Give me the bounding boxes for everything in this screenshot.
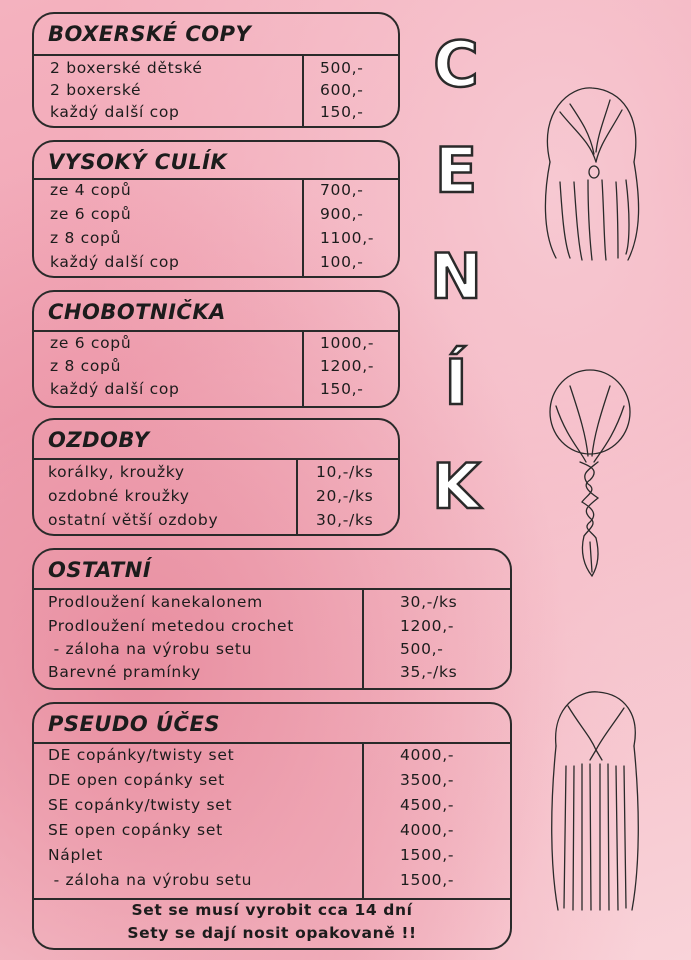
price-value: 30,-/ks [400,593,458,611]
divider [34,458,398,460]
price-label: každý další cop [50,103,180,121]
title-letter: K [431,450,481,523]
title-letter: E [434,134,478,207]
price-value: 4500,- [400,796,455,814]
price-value: 150,- [320,103,364,121]
section-vysoky-culik [32,140,400,278]
title-letter: Í [444,346,468,419]
section-title: OZDOBY [48,428,150,452]
price-value: 700,- [320,181,364,199]
price-value: 1000,- [320,334,375,352]
price-label: každý další cop [50,253,180,271]
section-title: CHOBOTNIČKA [48,300,226,324]
price-value: 600,- [320,81,364,99]
hairstyle-half-up-illustration [530,82,650,264]
price-label: ozdobné kroužky [48,487,190,505]
price-label: DE open copánky set [48,771,225,789]
price-label: korálky, kroužky [48,463,185,481]
footnote: Set se musí vyrobit cca 14 dní [131,901,413,919]
price-value: 1500,- [400,871,455,889]
price-value: 100,- [320,253,364,271]
price-label: Náplet [48,846,104,864]
price-value: 1200,- [400,617,455,635]
price-value: 1100,- [320,229,375,247]
price-label: 2 boxerské [50,81,142,99]
section-title: BOXERSKÉ COPY [48,22,252,46]
price-value: 1500,- [400,846,455,864]
price-value: 4000,- [400,746,455,764]
section-title: VYSOKÝ CULÍK [48,150,228,174]
price-label: ze 6 copů [50,334,132,352]
price-label: SE open copánky set [48,821,223,839]
section-boxerske-copy [32,12,400,128]
section-ostatni [32,548,512,690]
price-label: DE copánky/twisty set [48,746,235,764]
price-label: 2 boxerské dětské [50,59,203,77]
price-label: Barevné pramínky [48,663,201,681]
hairstyle-long-hair-illustration [540,686,650,916]
divider [362,742,364,898]
price-value: 150,- [320,380,364,398]
divider [296,458,298,534]
divider [34,742,510,744]
price-value: 500,- [320,59,364,77]
divider [302,54,304,126]
section-chobotnicka [32,290,400,408]
section-title: PSEUDO ÚČES [48,712,220,736]
price-label: - záloha na výrobu setu [48,640,253,658]
footnote: Sety se dají nosit opakovaně !! [127,924,417,942]
price-label: Prodloužení kanekalonem [48,593,263,611]
divider [302,178,304,276]
price-value: 10,-/ks [316,463,374,481]
divider [34,898,510,900]
price-label: ze 4 copů [50,181,132,199]
price-label: každý další cop [50,380,180,398]
price-value: 20,-/ks [316,487,374,505]
price-label: z 8 copů [50,229,122,247]
price-value: 900,- [320,205,364,223]
divider [34,588,510,590]
price-value: 1200,- [320,357,375,375]
price-value: 30,-/ks [316,511,374,529]
price-label: z 8 copů [50,357,122,375]
price-value: 500,- [400,640,444,658]
divider [302,330,304,406]
price-value: 35,-/ks [400,663,458,681]
price-label: ostatní větší ozdoby [48,511,219,529]
hairstyle-braid-illustration [540,366,640,578]
price-label: - záloha na výrobu setu [48,871,253,889]
section-title: OSTATNÍ [48,558,152,582]
section-pseudo-uces [32,702,512,950]
divider [34,54,398,56]
divider [34,178,398,180]
price-label: SE copánky/twisty set [48,796,233,814]
price-value: 4000,- [400,821,455,839]
divider [362,588,364,688]
price-value: 3500,- [400,771,455,789]
divider [34,330,398,332]
title-letter: N [430,240,482,313]
price-label: Prodloužení metedou crochet [48,617,294,635]
section-ozdoby [32,418,400,536]
price-label: ze 6 copů [50,205,132,223]
title-letter: C [433,28,479,101]
